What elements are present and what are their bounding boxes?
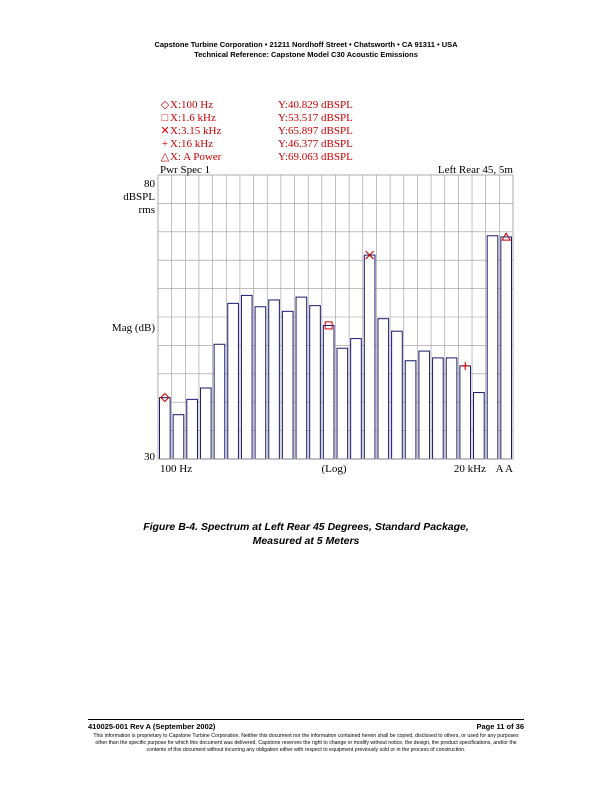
y-top-tick-label: 80 xyxy=(144,178,155,190)
bar-1.6k xyxy=(323,326,334,459)
bar-500 xyxy=(255,307,266,459)
bar-10k xyxy=(433,358,444,459)
cursor-x-value: X:1.6 kHz xyxy=(170,112,216,124)
cursor-y-value: Y:53.517 dBSPL xyxy=(278,112,353,124)
x-left-tick-label: 100 Hz xyxy=(160,463,193,475)
square-marker-icon: □ xyxy=(161,112,169,124)
figure-caption-line1: Figure B-4. Spectrum at Left Rear 45 Degrees, Standard Package, xyxy=(143,521,469,533)
x-extra-tick-label: A A xyxy=(495,463,513,475)
x-marker-icon: ✕ xyxy=(160,125,170,137)
x-scale-label: (Log) xyxy=(321,463,347,475)
footer-disclaimer: This information is proprietary to Capstone Turbine Corporation. Neither this document nor the information contained herein shall be copied, disclosed to others, or used for any purposes other than the specific purpose for which this document was delivered. Capstone reserves the right to change or modify without notice, the design, the product specifications, and/or the contents of this document without incurring any obligation either with respect to equipment previously sold or in the process of construction. xyxy=(93,733,519,753)
cursor-y-value: Y:65.897 dBSPL xyxy=(278,125,353,137)
bar-630 xyxy=(269,300,280,459)
bar-125 xyxy=(173,415,184,459)
cursor-y-value: Y:46.377 dBSPL xyxy=(278,138,353,150)
y-rms-label: rms xyxy=(138,204,155,216)
bar-3.15k xyxy=(364,255,375,459)
cursor-x-value: X:100 Hz xyxy=(170,99,214,111)
bar-A xyxy=(501,237,512,459)
footer-page-number: Page 11 of 36 xyxy=(476,722,524,731)
bar-160 xyxy=(187,399,198,459)
cursor-y-value: Y:69.063 dBSPL xyxy=(278,151,353,163)
cursor-x-value: X:3.15 kHz xyxy=(170,125,222,137)
y-axis-label: Mag (dB) xyxy=(111,322,155,334)
diamond-marker-icon: ◇ xyxy=(160,99,170,111)
bar-20k xyxy=(474,393,485,459)
bar-8k xyxy=(419,351,430,459)
header-company-line: Capstone Turbine Corporation • 21211 Nordhoff Street • Chatsworth • CA 91311 • USA xyxy=(154,40,458,49)
cursor-y-value: Y:40.829 dBSPL xyxy=(278,99,353,111)
bar-250 xyxy=(214,344,225,459)
triangle-marker-icon: △ xyxy=(160,151,170,163)
footer-doc-id: 410025-001 Rev A (September 2002) xyxy=(88,722,216,731)
bar-6.3k xyxy=(405,361,416,459)
bar-100 xyxy=(160,398,171,459)
footer-divider xyxy=(88,719,524,720)
bar-12.5k xyxy=(446,358,457,459)
bar-400 xyxy=(241,295,252,459)
cursor-x-value: X:16 kHz xyxy=(170,138,214,150)
bar-2k xyxy=(337,348,348,459)
chart-title: Pwr Spec 1 xyxy=(160,164,211,176)
y-unit-label: dBSPL xyxy=(123,191,155,203)
chart-subtitle: Left Rear 45, 5m xyxy=(437,164,513,176)
bar-1.25k xyxy=(310,306,321,459)
cursor-x-value: X: A Power xyxy=(170,151,222,163)
bar-200 xyxy=(200,388,211,459)
bar-5k xyxy=(392,331,403,459)
bar-4k xyxy=(378,319,389,459)
bar-1k xyxy=(296,297,307,459)
header-reference-line: Technical Reference: Capstone Model C30 Acoustic Emissions xyxy=(194,50,418,59)
bar-16k xyxy=(460,366,471,459)
x-right-tick-label: 20 kHz xyxy=(453,463,486,475)
bar-A xyxy=(487,236,498,459)
bar-800 xyxy=(282,311,293,459)
bar-2.5k xyxy=(351,339,362,459)
plus-marker-icon: + xyxy=(161,138,169,150)
bar-315 xyxy=(228,303,239,459)
figure-caption-line2: Measured at 5 Meters xyxy=(252,535,360,547)
y-bottom-tick-label: 30 xyxy=(144,451,155,463)
